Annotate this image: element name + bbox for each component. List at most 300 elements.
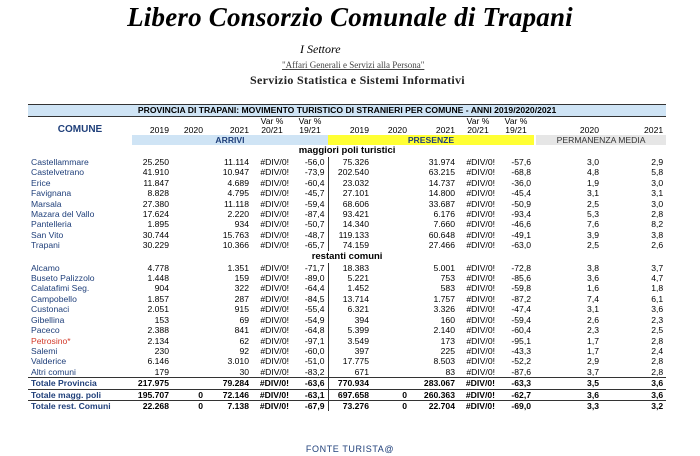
- cell-p21: 1.757: [433, 293, 455, 304]
- cell-m21: 2,6: [651, 240, 664, 251]
- cell-pv1: #DIV/0!: [466, 188, 495, 199]
- cell-pv2: -59,8: [511, 283, 531, 294]
- permanenza-band: PERMANENZA MEDIA: [536, 135, 666, 145]
- cell-a19: 30.229: [142, 240, 169, 251]
- cell-m21: 2,8: [651, 335, 664, 346]
- comune-name: Castellammare: [31, 157, 89, 167]
- cell-m20: 3,0: [587, 157, 599, 167]
- cell-a21: 934: [234, 219, 249, 230]
- cell-p20: [372, 219, 410, 229]
- cell-m21: 2,8: [651, 209, 664, 220]
- cell-m21: 2,8: [651, 356, 664, 367]
- cell-a19: 25.250: [142, 157, 169, 167]
- cell-pv1: #DIV/0!: [466, 366, 495, 377]
- cell-av2: -97,1: [304, 335, 325, 346]
- cell-a19: 217.975: [132, 378, 172, 389]
- cell-av2: -84,5: [304, 293, 325, 304]
- comune-name: Mazara del Vallo: [31, 209, 95, 220]
- comune-name: Salemi: [31, 345, 58, 356]
- cell-p21: 14.800: [428, 188, 455, 199]
- cell-a21: 15.763: [222, 229, 249, 240]
- section-rest-heading: restanti comuni: [311, 250, 383, 262]
- comune-name: Custonaci: [31, 304, 70, 315]
- cell-p19: 73.276: [328, 400, 372, 411]
- cell-av2: -63,1: [292, 389, 328, 400]
- cell-pv1: #DIV/0!: [466, 293, 495, 304]
- cell-av1: #DIV/0!: [260, 219, 289, 230]
- total-row: [28, 378, 666, 389]
- cell-p19: 3.549: [328, 336, 372, 346]
- table-row: [28, 304, 666, 314]
- cell-m21: 8,2: [651, 219, 664, 230]
- cell-pv2: -47,4: [511, 304, 531, 315]
- cell-p21: 83: [445, 366, 455, 377]
- cell-p20: [372, 240, 410, 250]
- cell-av2: -73,9: [304, 167, 325, 178]
- cell-pv2: -52,2: [511, 356, 531, 367]
- cell-m21: 2,9: [651, 157, 664, 167]
- cell-pv1: #DIV/0!: [466, 198, 495, 209]
- cell-m21: 5,8: [651, 167, 664, 178]
- cell-pv2: -63,3: [498, 378, 534, 389]
- cell-p19: 770.934: [328, 378, 372, 389]
- cell-pv2: -46,6: [511, 219, 531, 230]
- cell-av1: #DIV/0!: [260, 188, 289, 199]
- table-row: [28, 219, 666, 229]
- cell-p19: 394: [328, 315, 372, 325]
- cell-av1: #DIV/0!: [260, 325, 289, 336]
- cell-p19: 68.606: [328, 199, 372, 209]
- col-presenze-2020: 2020: [387, 124, 407, 135]
- cell-p19: 5.221: [328, 273, 372, 283]
- cell-p21: 14.737: [428, 177, 455, 188]
- cell-av1: #DIV/0!: [260, 304, 289, 315]
- cell-p21: 63.215: [428, 167, 455, 178]
- cell-av2: -55,4: [304, 304, 325, 315]
- cell-av2: -65,7: [304, 240, 325, 251]
- cell-a21: 10.366: [222, 240, 249, 251]
- cell-a19: 904: [154, 283, 169, 294]
- cell-p21: 60.648: [428, 229, 455, 240]
- department-label: "Affari Generali e Servizi alla Persona": [282, 60, 425, 70]
- cell-av1: #DIV/0!: [260, 198, 289, 209]
- cell-av1: #DIV/0!: [260, 177, 289, 188]
- cell-a21: 4.689: [227, 177, 249, 188]
- cell-pv2: -45,4: [511, 188, 531, 199]
- comune-name: Paceco: [31, 325, 60, 336]
- cell-a21: 79.284: [206, 378, 252, 389]
- cell-av1: #DIV/0!: [260, 209, 289, 220]
- table-row: [28, 230, 666, 240]
- col-presenze-2019: 2019: [349, 124, 369, 135]
- cell-pv2: -93,4: [511, 209, 531, 220]
- cell-a21: 3.010: [227, 356, 249, 367]
- cell-m20: 3,1: [587, 304, 599, 315]
- cell-a19: 11.847: [143, 177, 169, 188]
- cell-pv2: -36,0: [511, 177, 531, 188]
- cell-av2: -67,9: [292, 400, 328, 411]
- cell-a20: 0: [172, 400, 206, 411]
- cell-p21: 260.363: [410, 389, 458, 400]
- cell-av1: #DIV/0!: [260, 345, 289, 356]
- cell-pv1: #DIV/0!: [466, 209, 495, 220]
- cell-av2: -60,4: [304, 177, 325, 188]
- comune-name: Valderice: [31, 356, 67, 367]
- cell-a19: 1.448: [147, 273, 169, 284]
- cell-p19: 1.452: [328, 283, 372, 293]
- table-row: [28, 263, 666, 273]
- cell-m20: 1,7: [587, 335, 599, 346]
- cell-pv2: -95,1: [511, 335, 531, 346]
- comune-name: Buseto Palizzolo: [31, 273, 95, 284]
- cell-av2: -50,7: [304, 219, 325, 230]
- table-row: [28, 356, 666, 366]
- cell-p21: 7.660: [433, 219, 455, 230]
- cell-p20: [372, 325, 410, 335]
- cell-a19: 195.707: [132, 389, 172, 400]
- cell-a21: 4.795: [227, 188, 249, 199]
- cell-av1: #DIV/0!: [252, 378, 292, 389]
- cell-a20: [172, 315, 206, 325]
- comune-name: Favignana: [31, 188, 72, 199]
- cell-a21: 287: [234, 293, 249, 304]
- cell-pv2: -87,2: [511, 293, 531, 304]
- cell-av1: #DIV/0!: [260, 283, 289, 294]
- cell-pv1: #DIV/0!: [466, 229, 495, 240]
- cell-p20: [372, 273, 410, 283]
- cell-pv1: #DIV/0!: [466, 262, 495, 273]
- cell-p20: 0: [372, 389, 410, 400]
- cell-m21: 6,1: [651, 293, 664, 304]
- cell-p19: 18.383: [328, 263, 372, 273]
- cell-p19: 671: [328, 367, 372, 378]
- comune-name: Alcamo: [31, 262, 60, 273]
- cell-p21: 225: [440, 345, 455, 356]
- cell-av2: -87,4: [304, 209, 325, 220]
- cell-a21: 915: [234, 304, 249, 315]
- cell-av2: -45,7: [304, 188, 325, 199]
- cell-a20: [172, 219, 206, 229]
- cell-m20: 7,4: [587, 293, 599, 304]
- cell-m21: 3,0: [651, 198, 664, 209]
- cell-av1: #DIV/0!: [260, 157, 289, 167]
- col-presenze-var1921: Var % 19/21: [504, 116, 528, 135]
- cell-a21: 322: [234, 283, 249, 294]
- cell-p19: 202.540: [328, 167, 372, 177]
- cell-p19: 697.658: [328, 389, 372, 400]
- cell-m21: 2,4: [651, 345, 664, 356]
- cell-av2: -51,0: [304, 356, 325, 367]
- cell-a20: [172, 325, 206, 335]
- cell-a21: 11.114: [223, 157, 249, 167]
- comune-name: Erice: [31, 177, 51, 188]
- table-row: [28, 346, 666, 356]
- cell-pv2: -59,4: [511, 314, 531, 325]
- table-row: [28, 167, 666, 177]
- cell-a20: [172, 283, 206, 293]
- cell-pv2: -72,8: [511, 262, 531, 273]
- presenze-band: PRESENZE: [328, 135, 534, 145]
- cell-p20: [372, 178, 410, 188]
- cell-pv1: #DIV/0!: [466, 335, 495, 346]
- cell-pv1: #DIV/0!: [458, 378, 498, 389]
- cell-p20: [372, 167, 410, 177]
- cell-p21: 31.974: [428, 157, 455, 167]
- cell-a19: 8.828: [147, 188, 169, 199]
- cell-a21: 72.146: [206, 389, 252, 400]
- cell-pv1: #DIV/0!: [466, 240, 495, 251]
- comune-name: Totale Provincia: [28, 378, 132, 389]
- cell-pv2: -57,6: [511, 157, 531, 167]
- cell-pv2: -69,0: [498, 400, 534, 411]
- comune-name: Castelvetrano: [31, 167, 85, 178]
- table-row: [28, 325, 666, 335]
- cell-a20: [172, 273, 206, 283]
- cell-m20: 3,7: [587, 366, 599, 377]
- cell-p21: 283.067: [410, 378, 458, 389]
- cell-a21: 30: [239, 366, 249, 377]
- cell-pv2: -60,4: [511, 325, 531, 336]
- cell-a21: 10.947: [222, 167, 249, 178]
- cell-a20: [172, 346, 206, 356]
- cell-p21: 160: [440, 314, 455, 325]
- comune-name: Marsala: [31, 198, 62, 209]
- cell-a21: 11.118: [223, 198, 249, 209]
- cell-p21: 2.140: [433, 325, 455, 336]
- comune-name: Totale magg. poli: [28, 389, 132, 400]
- total-row: [28, 389, 666, 400]
- cell-p20: [372, 336, 410, 346]
- cell-pv2: -63,0: [511, 240, 531, 251]
- cell-av2: -83,2: [304, 366, 325, 377]
- cell-m20: 3,6: [587, 273, 599, 284]
- cell-p20: [372, 315, 410, 325]
- cell-pv1: #DIV/0!: [466, 304, 495, 315]
- cell-pv1: #DIV/0!: [466, 356, 495, 367]
- table-row: [28, 273, 666, 283]
- col-presenze-var2021: Var % 20/21: [466, 116, 490, 135]
- table-row: [28, 283, 666, 293]
- cell-m20: 4,8: [587, 167, 599, 178]
- comune-name: Altri comuni: [31, 366, 76, 377]
- cell-p19: 75.326: [328, 157, 372, 167]
- cell-pv1: #DIV/0!: [466, 177, 495, 188]
- cell-a21: 92: [239, 345, 249, 356]
- cell-a20: [172, 356, 206, 366]
- cell-av2: -64,8: [304, 325, 325, 336]
- cell-a21: 7.138: [206, 400, 252, 411]
- cell-pv2: -43,3: [511, 345, 531, 356]
- cell-p20: [372, 230, 410, 240]
- table-row: [28, 188, 666, 198]
- cell-p19: 5.399: [328, 325, 372, 335]
- cell-pv2: -87,6: [511, 366, 531, 377]
- cell-p19: 13.714: [328, 294, 372, 304]
- cell-p21: 583: [440, 283, 455, 294]
- col-perm-2021: 2021: [644, 124, 664, 135]
- comune-name: Gibellina: [31, 314, 65, 325]
- cell-m20: 2,3: [587, 325, 599, 336]
- comune-name: Totale rest. Comuni: [28, 400, 132, 411]
- cell-av1: #DIV/0!: [260, 229, 289, 240]
- sector-label: I Settore: [300, 42, 341, 56]
- cell-m21: 4,7: [651, 273, 664, 284]
- table-row: [28, 240, 666, 250]
- cell-a21: 159: [234, 273, 249, 284]
- section-major-heading: maggiori poli turistici: [298, 145, 396, 156]
- cell-av1: #DIV/0!: [260, 335, 289, 346]
- comune-name: San Vito: [31, 229, 64, 240]
- cell-p19: 74.159: [328, 240, 372, 250]
- cell-av1: #DIV/0!: [260, 167, 289, 178]
- cell-p20: [372, 263, 410, 273]
- cell-p20: [372, 294, 410, 304]
- cell-m20: 2,5: [587, 240, 599, 251]
- cell-p20: [372, 356, 410, 366]
- comune-name: Pantelleria: [31, 219, 72, 230]
- cell-m20: 2,5: [587, 198, 599, 209]
- cell-p19: 6.321: [328, 304, 372, 314]
- cell-a21: 841: [234, 325, 249, 336]
- cell-a20: [172, 178, 206, 188]
- tourism-table: [28, 104, 666, 411]
- cell-m20: 5,3: [587, 209, 599, 220]
- col-arrivi-2021: 2021: [229, 124, 249, 135]
- cell-av2: -59,4: [304, 198, 325, 209]
- document-title: Libero Consorzio Comunale di Trapani: [127, 2, 573, 32]
- cell-pv1: #DIV/0!: [466, 345, 495, 356]
- cell-av1: #DIV/0!: [252, 400, 292, 411]
- cell-a20: [172, 157, 206, 167]
- cell-m20: 1,9: [587, 177, 599, 188]
- cell-m20: 3,8: [587, 262, 599, 273]
- cell-a19: 2.134: [147, 335, 169, 346]
- cell-a20: [172, 188, 206, 198]
- cell-a20: [172, 199, 206, 209]
- cell-p21: 22.704: [410, 400, 458, 411]
- cell-pv2: -85,6: [511, 273, 531, 284]
- cell-m20: 1,7: [587, 345, 599, 356]
- cell-m21: 3,6: [602, 378, 666, 389]
- cell-m20: 3,1: [587, 188, 599, 199]
- cell-m21: 1,8: [651, 283, 664, 294]
- cell-p21: 6.176: [433, 209, 455, 220]
- cell-a19: 27.380: [142, 198, 169, 209]
- cell-p19: 397: [328, 346, 372, 356]
- cell-av1: #DIV/0!: [260, 262, 289, 273]
- cell-a21: 69: [239, 314, 249, 325]
- cell-av2: -48,7: [304, 229, 325, 240]
- cell-av1: #DIV/0!: [252, 389, 292, 400]
- cell-p20: [372, 378, 410, 389]
- cell-m20: 3,5: [536, 378, 602, 389]
- arrivi-band: ARRIVI: [132, 135, 328, 145]
- col-arrivi-2019: 2019: [149, 124, 169, 135]
- col-presenze-2021: 2021: [435, 124, 455, 135]
- cell-pv2: -62,7: [498, 389, 534, 400]
- cell-m20: 2,6: [587, 314, 599, 325]
- cell-m21: 3,6: [651, 304, 664, 315]
- cell-p20: [372, 209, 410, 219]
- service-label: Servizio Statistica e Sistemi Informativi: [250, 73, 465, 87]
- cell-pv2: -68,8: [511, 167, 531, 178]
- cell-m21: 2,5: [651, 325, 664, 336]
- cell-p20: [372, 283, 410, 293]
- cell-a20: [172, 209, 206, 219]
- cell-av1: #DIV/0!: [260, 293, 289, 304]
- cell-a20: [172, 367, 206, 378]
- cell-p20: [372, 188, 410, 198]
- cell-p21: 33.687: [428, 198, 455, 209]
- cell-a19: 230: [154, 345, 169, 356]
- cell-p21: 3.326: [433, 304, 455, 315]
- cell-a19: 17.624: [142, 209, 169, 220]
- cell-m20: 3,6: [536, 389, 602, 400]
- cell-pv1: #DIV/0!: [466, 283, 495, 294]
- cell-p20: [372, 304, 410, 314]
- col-arrivi-var2021: Var % 20/21: [260, 116, 284, 135]
- cell-a21: 62: [239, 335, 249, 346]
- cell-av1: #DIV/0!: [260, 314, 289, 325]
- table-row: [28, 209, 666, 219]
- cell-av2: -71,7: [304, 262, 325, 273]
- cell-p19: 14.340: [328, 219, 372, 229]
- cell-a20: [172, 263, 206, 273]
- cell-pv1: #DIV/0!: [466, 273, 495, 284]
- cell-p19: 119.133: [328, 230, 372, 240]
- table-row: [28, 178, 666, 188]
- comune-name: Campobello: [31, 293, 77, 304]
- cell-a19: 30.744: [142, 229, 169, 240]
- cell-p19: 17.775: [328, 356, 372, 366]
- cell-av2: -64,4: [304, 283, 325, 294]
- cell-a19: 4.778: [147, 262, 169, 273]
- table-row: [28, 336, 666, 346]
- cell-p21: 8.503: [433, 356, 455, 367]
- cell-p20: 0: [372, 400, 410, 411]
- cell-av2: -60,0: [304, 345, 325, 356]
- source-note: FONTE TURISTA@: [305, 444, 395, 454]
- comune-name: Calatafimi Seg.: [31, 283, 90, 294]
- cell-pv1: #DIV/0!: [466, 219, 495, 230]
- cell-a19: 153: [154, 314, 169, 325]
- cell-a19: 2.388: [147, 325, 169, 336]
- cell-a19: 2.051: [147, 304, 169, 315]
- cell-av1: #DIV/0!: [260, 240, 289, 251]
- cell-m21: 3,8: [651, 229, 664, 240]
- cell-pv1: #DIV/0!: [466, 167, 495, 178]
- cell-m20: 2,9: [587, 356, 599, 367]
- cell-av1: #DIV/0!: [260, 366, 289, 377]
- cell-av2: -54,9: [304, 314, 325, 325]
- cell-p21: 753: [440, 273, 455, 284]
- cell-a19: 41.910: [142, 167, 169, 178]
- cell-av1: #DIV/0!: [260, 273, 289, 284]
- table-row: [28, 199, 666, 209]
- cell-a20: [172, 304, 206, 314]
- cell-p20: [372, 157, 410, 167]
- cell-pv2: -50,9: [511, 198, 531, 209]
- cell-m21: 3,6: [602, 389, 666, 400]
- cell-pv2: -49,1: [511, 229, 531, 240]
- cell-a19: 6.146: [147, 356, 169, 367]
- cell-p19: 23.032: [328, 178, 372, 188]
- cell-pv1: #DIV/0!: [458, 400, 498, 411]
- cell-m21: 3,7: [651, 262, 664, 273]
- table-row: [28, 367, 666, 378]
- comune-name: Trapani: [31, 240, 60, 251]
- cell-m21: 3,0: [651, 177, 664, 188]
